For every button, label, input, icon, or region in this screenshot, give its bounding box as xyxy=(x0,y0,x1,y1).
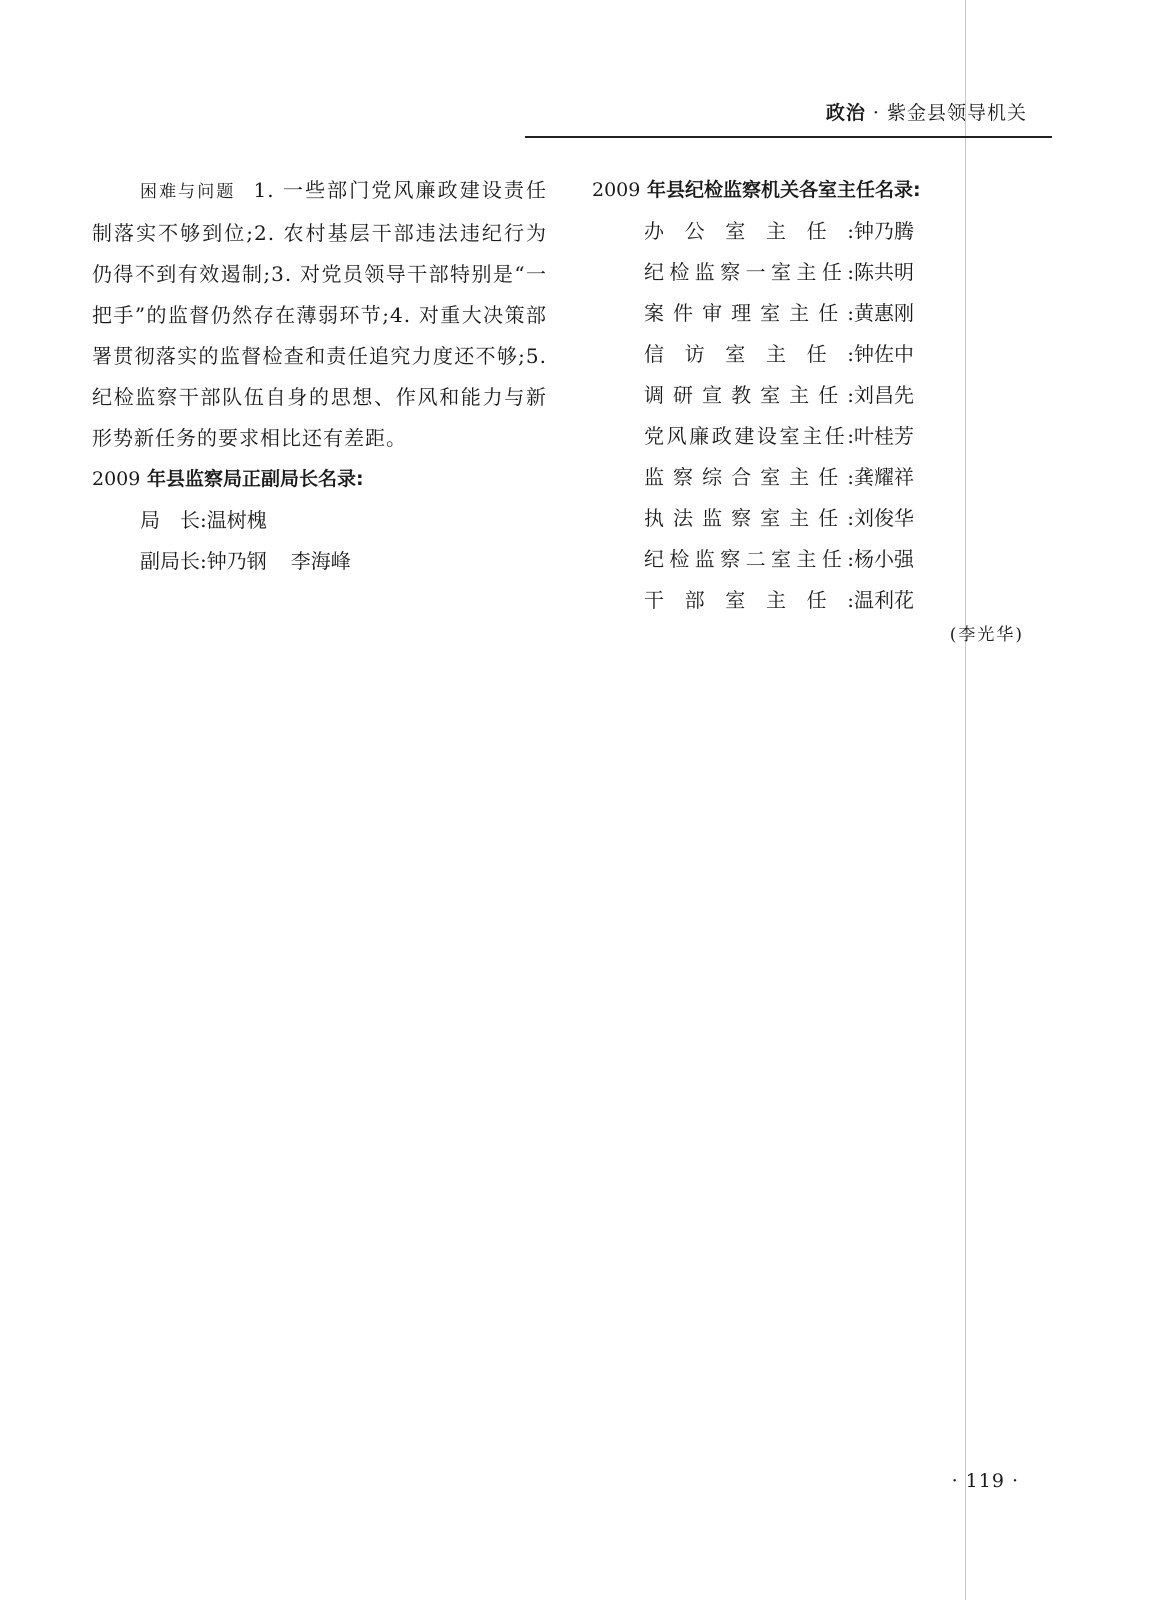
author-credit: (李光华) xyxy=(949,625,1024,645)
office-name: 龚耀祥 xyxy=(854,465,914,489)
office-role: 执法监察室主任: xyxy=(644,506,854,530)
office-name: 陈共明 xyxy=(854,260,914,284)
bureau-name: 温树槐 xyxy=(206,508,267,532)
header-section: 政治 xyxy=(825,102,866,124)
office-row xyxy=(592,334,992,375)
header-subsection: 紫金县领导机关 xyxy=(886,102,1027,124)
office-row xyxy=(592,252,992,293)
office-role: 干部室主任: xyxy=(644,588,854,612)
office-name: 刘俊华 xyxy=(854,506,914,530)
bureau-row-deputy xyxy=(92,541,547,582)
bureau-role: 副局长: xyxy=(140,549,207,573)
offices-title-text: 年县纪检监察机关各室主任名录: xyxy=(640,179,921,201)
office-name: 温利花 xyxy=(854,588,914,612)
bureau-name: 李海峰 xyxy=(290,549,351,573)
bureau-title-text: 年县监察局正副局长名录: xyxy=(140,468,364,490)
office-row xyxy=(592,293,992,334)
office-role: 党风廉政建设室主任: xyxy=(644,424,854,448)
header-separator: · xyxy=(865,102,887,124)
bureau-name: 钟乃钢 xyxy=(206,549,267,573)
right-column xyxy=(592,170,992,621)
running-header xyxy=(826,98,1027,125)
office-row xyxy=(592,211,992,252)
difficulties-text: 1. 一些部门党风廉政建设责任制落实不够到位;2. 农村基层干部违法违纪行为仍得不到有效遏制;3. 对党员领导干部特别是“一把手”的监督仍然存在薄弱环节;4. 对重大决策部署贯彻落实的监督检查和责任追究力度还不够;5. 纪检监察干部队伍自身的思想、作风和能力与新形势新任务的要求相比还有差距。 xyxy=(92,178,547,450)
offices-list-title xyxy=(592,170,992,211)
office-name: 黄惠刚 xyxy=(854,301,914,325)
bureau-title-year: 2009 xyxy=(92,468,141,490)
office-name: 刘昌先 xyxy=(854,383,914,407)
difficulties-paragraph xyxy=(92,170,547,459)
office-name: 叶桂芳 xyxy=(854,424,914,448)
office-row xyxy=(592,580,992,621)
office-role: 信访室主任: xyxy=(644,342,854,366)
office-row xyxy=(592,539,992,580)
office-role: 调研宣教室主任: xyxy=(644,383,854,407)
header-rule xyxy=(525,136,1052,138)
office-name: 钟佐中 xyxy=(854,342,914,366)
left-column xyxy=(92,170,547,582)
office-role: 监察综合室主任: xyxy=(644,465,854,489)
office-row xyxy=(592,457,992,498)
office-row xyxy=(592,416,992,457)
difficulties-lead: 困难与问题 xyxy=(140,182,236,202)
page-number: · 119 · xyxy=(951,1470,1019,1492)
office-role: 纪检监察二室主任: xyxy=(644,547,854,571)
office-name: 杨小强 xyxy=(854,547,914,571)
bureau-list-title xyxy=(92,459,547,500)
office-role: 纪检监察一室主任: xyxy=(644,260,854,284)
office-name: 钟乃腾 xyxy=(854,219,914,243)
office-role: 案件审理室主任: xyxy=(644,301,854,325)
office-row xyxy=(592,375,992,416)
offices-title-year: 2009 xyxy=(592,179,641,201)
office-row xyxy=(592,498,992,539)
bureau-row-director xyxy=(92,500,547,541)
bureau-role: 局 长: xyxy=(140,508,207,532)
office-role: 办公室主任: xyxy=(644,219,854,243)
